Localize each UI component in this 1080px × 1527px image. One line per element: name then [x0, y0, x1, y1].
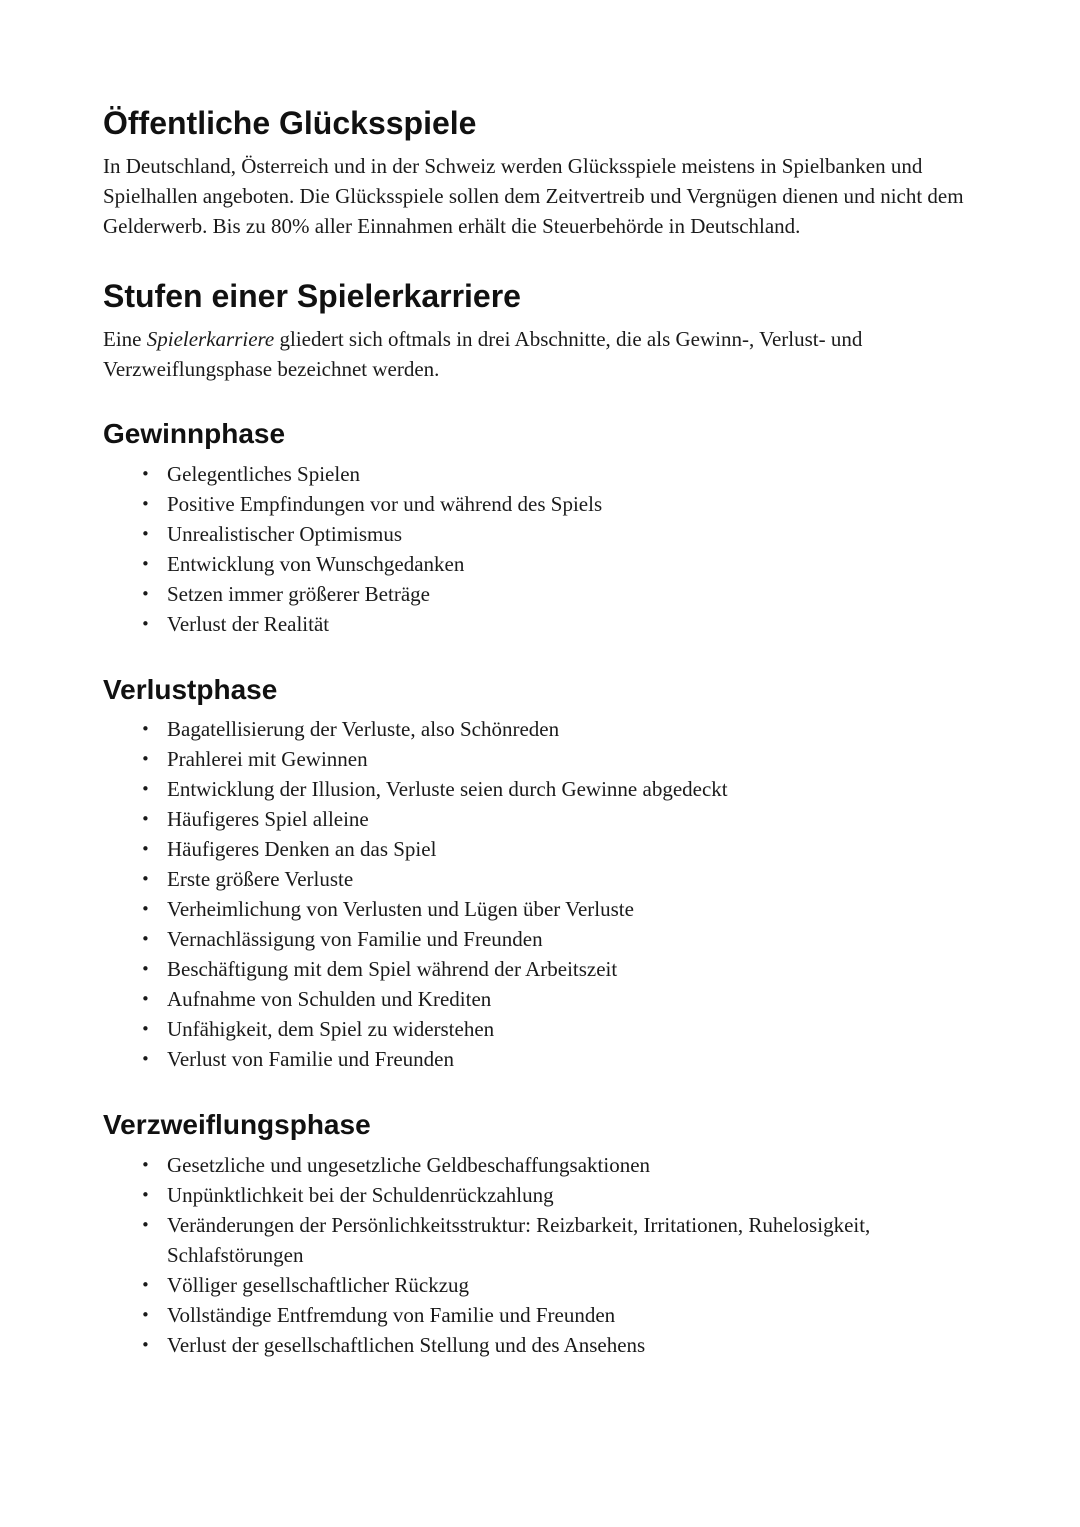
list-item [103, 774, 983, 804]
list-item [103, 744, 983, 774]
section-title-oeffentliche-gluecksspiele: Öffentliche Glücksspiele [103, 105, 477, 141]
list-item-text: Häufigeres Spiel alleine [167, 807, 369, 831]
bullet-icon: • [141, 1020, 150, 1038]
bullet-icon: • [141, 780, 150, 798]
bullet-icon: • [141, 585, 150, 603]
list-item [103, 834, 983, 864]
bullet-icon: • [141, 990, 150, 1008]
list-item-text: Unpünktlichkeit bei der Schuldenrückzahlung [167, 1183, 554, 1207]
bullet-icon: • [141, 1050, 150, 1068]
list-item [103, 609, 983, 639]
bullet-icon: • [141, 1276, 150, 1294]
bullet-icon: • [141, 930, 150, 948]
list-item-text: Entwicklung von Wunschgedanken [167, 552, 465, 576]
list-item [103, 1044, 983, 1074]
list-item [103, 924, 983, 954]
section-paragraph-oeffentliche-gluecksspiele: In Deutschland, Österreich und in der Schweiz werden Glücksspiele meistens in Spielbanken und Spielhallen angeboten. Die Glücksspiele sollen dem Zeitvertreib und Vergnügen dienen und nicht dem Gelderwerb. Bis zu 80% aller Einnahmen erhält die Steuerbehörde in Deutschland. [103, 154, 964, 238]
bullet-icon: • [141, 615, 150, 633]
list-item-text: Verheimlichung von Verlusten und Lügen über Verluste [167, 897, 634, 921]
bullet-list-verlustphase [103, 714, 983, 1074]
list-item [103, 579, 983, 609]
bullet-icon: • [141, 525, 150, 543]
list-item-text: Bagatellisierung der Verluste, also Schönreden [167, 717, 560, 741]
bullet-icon: • [141, 555, 150, 573]
section-title-stufen-spielerkarriere: Stufen einer Spielerkarriere [103, 278, 521, 314]
bullet-icon: • [141, 1156, 150, 1174]
bullet-icon: • [141, 840, 150, 858]
list-item [103, 489, 983, 519]
paragraph-text-start: Eine [103, 327, 147, 351]
list-item-text: Verlust der Realität [167, 612, 330, 636]
bullet-icon: • [141, 900, 150, 918]
list-item [103, 1330, 983, 1360]
list-item [103, 1150, 983, 1180]
list-item-text: Unfähigkeit, dem Spiel zu widerstehen [167, 1017, 495, 1041]
list-item-text: Verlust der gesellschaftlichen Stellung und des Ansehens [167, 1333, 646, 1357]
list-item [103, 1210, 983, 1270]
paragraph-emphasis: Spielerkarriere [146, 327, 275, 351]
subsection-title-verlustphase: Verlustphase [103, 674, 278, 705]
bullet-icon: • [141, 870, 150, 888]
list-item-text: Vernachlässigung von Familie und Freunden [167, 927, 543, 951]
subsection-title-verzweiflungsphase: Verzweiflungsphase [103, 1109, 371, 1140]
list-item-text: Veränderungen der Persönlichkeitsstruktur: Reizbarkeit, Irritationen, Ruhelosigkeit, Schlafstörungen [167, 1213, 871, 1267]
list-item [103, 1300, 983, 1330]
list-item-text: Beschäftigung mit dem Spiel während der Arbeitszeit [167, 957, 618, 981]
list-item [103, 954, 983, 984]
list-item [103, 984, 983, 1014]
list-item [103, 459, 983, 489]
list-item-text: Gesetzliche und ungesetzliche Geldbeschaffungsaktionen [167, 1153, 651, 1177]
list-item [103, 549, 983, 579]
bullet-list-verzweiflungsphase [103, 1150, 983, 1360]
bullet-icon: • [141, 1186, 150, 1204]
list-item-text: Erste größere Verluste [167, 867, 354, 891]
list-item-text: Setzen immer größerer Beträge [167, 582, 430, 606]
list-item-text: Unrealistischer Optimismus [167, 522, 403, 546]
bullet-icon: • [141, 1306, 150, 1324]
bullet-icon: • [141, 720, 150, 738]
bullet-icon: • [141, 1336, 150, 1354]
list-item [103, 864, 983, 894]
list-item [103, 804, 983, 834]
list-item-text: Häufigeres Denken an das Spiel [167, 837, 437, 861]
bullet-icon: • [141, 465, 150, 483]
list-item-text: Positive Empfindungen vor und während des Spiels [167, 492, 603, 516]
list-item [103, 519, 983, 549]
subsection-title-gewinnphase: Gewinnphase [103, 418, 286, 449]
bullet-list-gewinnphase [103, 459, 983, 639]
bullet-icon: • [141, 810, 150, 828]
list-item [103, 894, 983, 924]
list-item-text: Verlust von Familie und Freunden [167, 1047, 454, 1071]
bullet-icon: • [141, 1216, 150, 1234]
list-item-text: Aufnahme von Schulden und Krediten [167, 987, 492, 1011]
section-paragraph-stufen-spielerkarriere [103, 324, 973, 384]
list-item-text: Völliger gesellschaftlicher Rückzug [167, 1273, 470, 1297]
list-item [103, 714, 983, 744]
list-item [103, 1180, 983, 1210]
paragraph-text-end: gliedert sich oftmals in drei Abschnitte, die als Gewinn-, Verlust- und Verzweiflungsphase bezeichnet werden. [103, 327, 863, 381]
bullet-icon: • [141, 960, 150, 978]
list-item-text: Entwicklung der Illusion, Verluste seien durch Gewinne abgedeckt [167, 777, 728, 801]
list-item [103, 1270, 983, 1300]
list-item-text: Gelegentliches Spielen [167, 462, 361, 486]
list-item-text: Vollständige Entfremdung von Familie und Freunden [167, 1303, 616, 1327]
list-item [103, 1014, 983, 1044]
list-item-text: Prahlerei mit Gewinnen [167, 747, 368, 771]
bullet-icon: • [141, 750, 150, 768]
bullet-icon: • [141, 495, 150, 513]
